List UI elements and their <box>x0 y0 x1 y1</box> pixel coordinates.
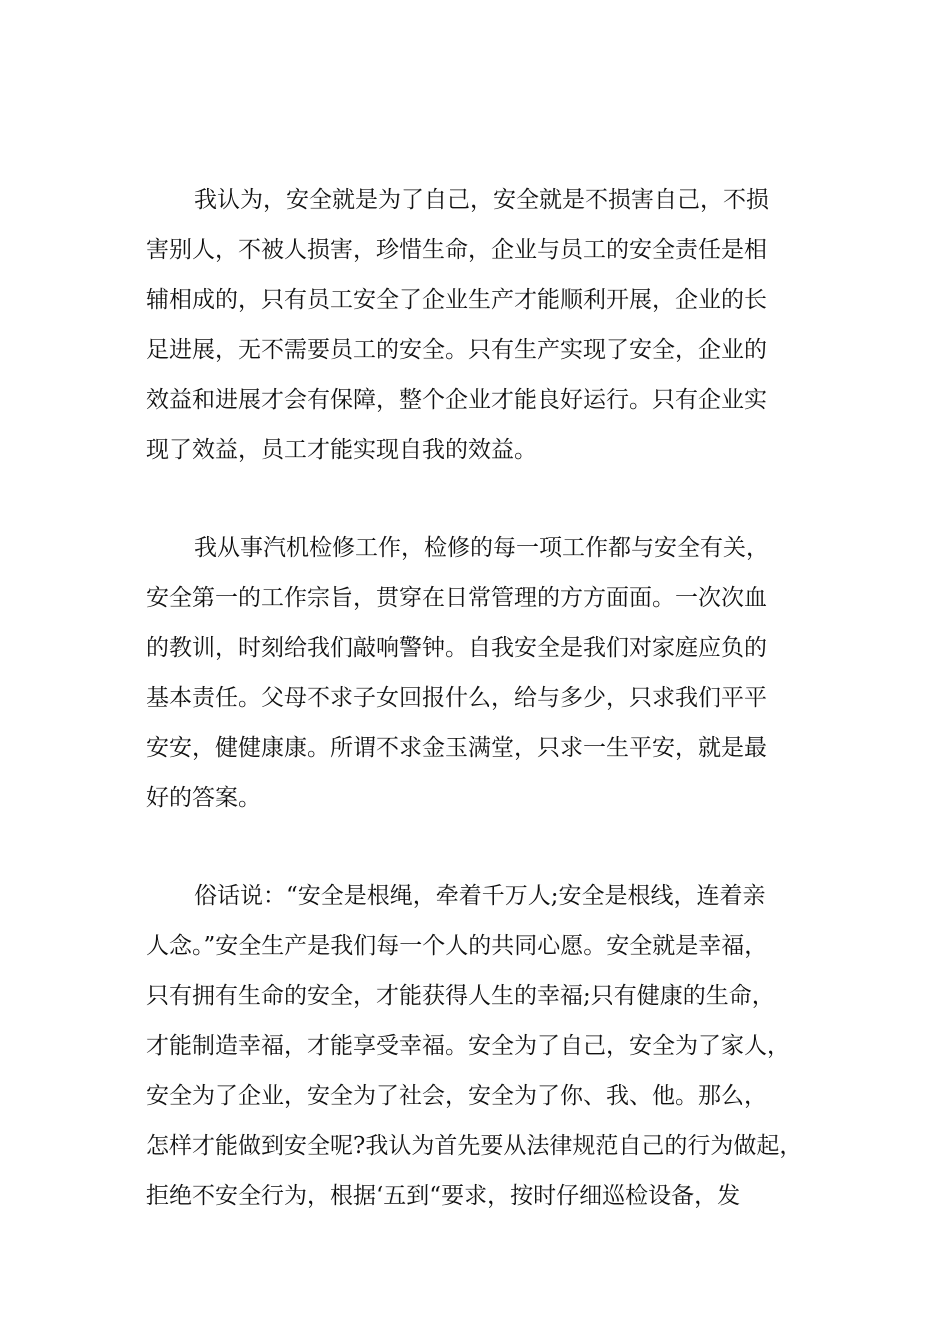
text-line: 俗话说：“安全是根绳，牵着千万人;安全是根线，连着亲 <box>194 883 766 909</box>
text-line: 现了效益，员工才能实现自我的效益。 <box>146 437 537 463</box>
text-line: 害别人，不被人损害，珍惜生命，企业与员工的安全责任是相 <box>146 237 767 263</box>
text-line: 辅相成的，只有员工安全了企业生产才能顺利开展，企业的长 <box>146 287 767 313</box>
text-line: 我从事汽机检修工作，检修的每一项工作都与安全有关， <box>194 535 769 561</box>
text-line: 我认为，安全就是为了自己，安全就是不损害自己，不损 <box>194 187 769 213</box>
text-line: 好的答案。 <box>146 785 261 811</box>
text-line: 足进展，无不需要员工的安全。只有生产实现了安全，企业的 <box>146 337 767 363</box>
text-line: 安安，健健康康。所谓不求金玉满堂，只求一生平安，就是最 <box>146 735 767 761</box>
text-line: 安全为了企业，安全为了社会，安全为了你、我、他。那么， <box>146 1083 767 1109</box>
text-line: 效益和进展才会有保障，整个企业才能良好运行。只有企业实 <box>146 387 767 413</box>
text-line: 人念。”安全生产是我们每一个人的共同心愿。安全就是幸福， <box>146 933 768 959</box>
text-line: 怎样才能做到安全呢?我认为首先要从法律规范自己的行为做起， <box>146 1133 803 1159</box>
text-line: 拒绝不安全行为，根据‘五到“要求，按时仔细巡检设备，发 <box>146 1183 741 1209</box>
text-line: 的教训，时刻给我们敲响警钟。自我安全是我们对家庭应负的 <box>146 635 767 661</box>
text-line: 才能制造幸福，才能享受幸福。安全为了自己，安全为了家人， <box>146 1033 790 1059</box>
text-line: 基本责任。父母不求子女回报什么，给与多少，只求我们平平 <box>146 685 767 711</box>
text-line: 安全第一的工作宗旨，贯穿在日常管理的方方面面。一次次血 <box>146 585 767 611</box>
text-line: 只有拥有生命的安全，才能获得人生的幸福;只有健康的生命， <box>146 983 775 1009</box>
